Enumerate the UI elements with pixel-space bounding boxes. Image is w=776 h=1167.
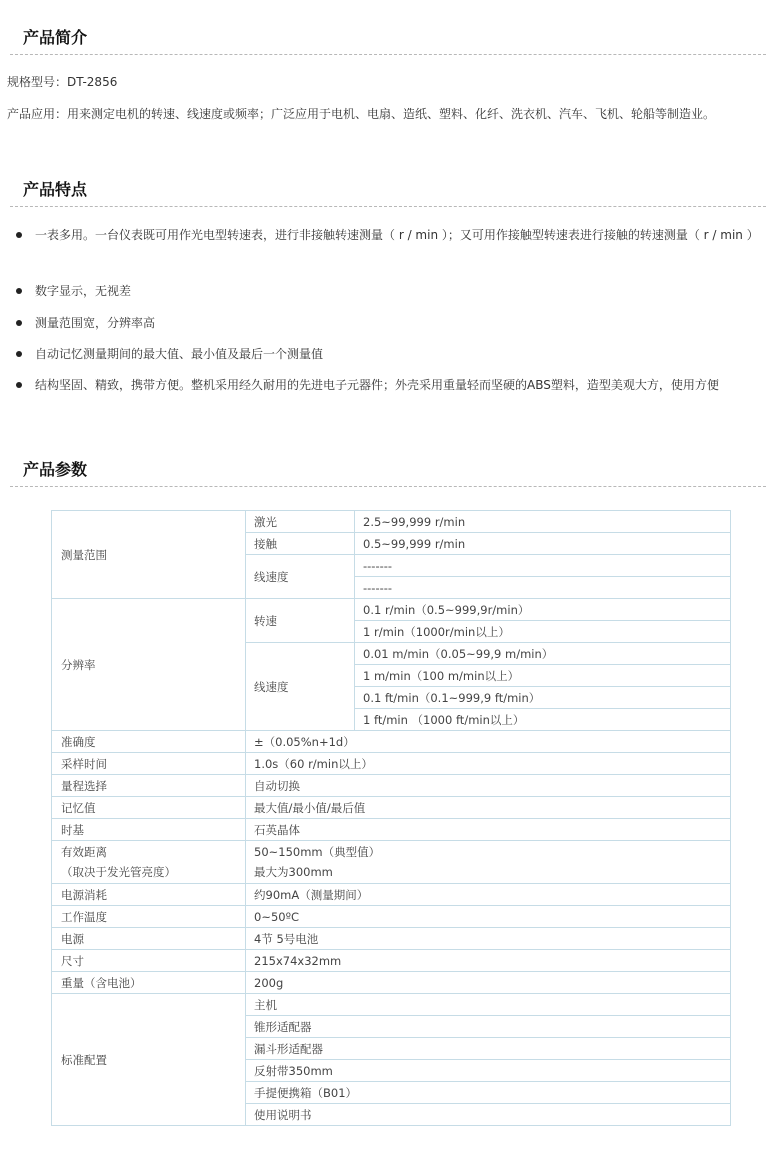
bullet-icon (16, 351, 22, 357)
table-row (52, 906, 731, 928)
bullet-icon (16, 232, 22, 238)
table-row (52, 599, 731, 621)
feature-text: 自动记忆测量期间的最大值、最小值及最后一个测量值 (35, 347, 324, 361)
spec-value: 1.0s（60 r/min以上） (246, 753, 731, 775)
spec-value: ------- (355, 555, 731, 577)
spec-value: 1 r/min（1000r/min以上） (355, 621, 731, 643)
spec-label: 采样时间 (52, 753, 246, 775)
spec-value: 最大值/最小值/最后值 (246, 797, 731, 819)
spec-sublabel: 激光 (246, 511, 355, 533)
spec-sublabel: 线速度 (246, 643, 355, 731)
feature-text: 数字显示，无视差 (35, 284, 132, 298)
bullet-icon (16, 320, 22, 326)
spec-label: 分辨率 (52, 599, 246, 731)
spec-value: 200g (246, 972, 731, 994)
spec-sublabel: 线速度 (246, 555, 355, 599)
table-row (52, 972, 731, 994)
spec-value: 0.01 m/min（0.05~99,9 m/min） (355, 643, 731, 665)
feature-text: 测量范围宽，分辨率高 (35, 316, 156, 330)
spec-label-line: 有效距离 (61, 845, 107, 859)
table-row (52, 797, 731, 819)
spec-value: 1 ft/min （1000 ft/min以上） (355, 709, 731, 731)
spec-value: ------- (355, 577, 731, 599)
params-section-header (10, 460, 766, 487)
table-row (52, 819, 731, 841)
application-line: 产品应用：用来测定电机的转速、线速度或频率；广泛应用于电机、电扇、造纸、塑料、化纤、洗衣机、汽车、飞机、轮船等制造业。 (7, 107, 716, 121)
spec-value: 215x74x32mm (246, 950, 731, 972)
spec-label: 尺寸 (52, 950, 246, 972)
spec-value: 0.1 ft/min（0.1~999,9 ft/min） (355, 687, 731, 709)
spec-value-line: 最大为300mm (254, 865, 333, 879)
spec-label: 工作温度 (52, 906, 246, 928)
table-row (52, 511, 731, 533)
config-item: 漏斗形适配器 (246, 1038, 731, 1060)
spec-value: 4节 5号电池 (246, 928, 731, 950)
spec-label: 测量范围 (52, 511, 246, 599)
table-row (52, 884, 731, 906)
spec-sublabel: 转速 (246, 599, 355, 643)
config-item: 锥形适配器 (246, 1016, 731, 1038)
features-title: 产品特点 (23, 180, 88, 199)
table-row (52, 928, 731, 950)
config-item: 主机 (246, 994, 731, 1016)
table-row (52, 775, 731, 797)
spec-label: 电源 (52, 928, 246, 950)
spec-label: 重量（含电池） (52, 972, 246, 994)
spec-value: 自动切换 (246, 775, 731, 797)
config-item: 使用说明书 (246, 1104, 731, 1126)
spec-value: 石英晶体 (246, 819, 731, 841)
config-item: 手提便携箱（B01） (246, 1082, 731, 1104)
feature-text: 一表多用。一台仪表既可用作光电型转速表，进行非接触转速测量（ r / min ）；又可用作接触型转速表进行接触的转速测量（ r / min ） (35, 228, 759, 242)
spec-value: 0.1 r/min（0.5~999,9r/min） (355, 599, 731, 621)
spec-value: 0.5~99,999 r/min (355, 533, 731, 555)
spec-label: 时基 (52, 819, 246, 841)
spec-label: 量程选择 (52, 775, 246, 797)
spec-label (52, 841, 246, 884)
spec-label: 电源消耗 (52, 884, 246, 906)
table-row (52, 994, 731, 1016)
spec-value-line: 50~150mm（典型值） (254, 845, 381, 859)
spec-value: 0~50ºC (246, 906, 731, 928)
table-row (52, 950, 731, 972)
table-row (52, 731, 731, 753)
feature-item (0, 342, 776, 367)
spec-value: ±（0.05%n+1d） (246, 731, 731, 753)
bullet-icon (16, 288, 22, 294)
features-section-header (10, 180, 766, 207)
table-row (52, 841, 731, 884)
feature-item (0, 311, 776, 336)
spec-label: 记忆值 (52, 797, 246, 819)
intro-section-header (10, 28, 766, 55)
spec-value (246, 841, 731, 884)
params-title: 产品参数 (23, 460, 88, 479)
spec-value: 约90mA（测量期间） (246, 884, 731, 906)
spec-label-line: （取决于发光管亮度） (61, 865, 176, 879)
spec-label: 标准配置 (52, 994, 246, 1126)
spec-sublabel: 接触 (246, 533, 355, 555)
feature-item (0, 223, 776, 273)
feature-text: 结构坚固、精致，携带方便。整机采用经久耐用的先进电子元器件；外壳采用重量轻而坚硬的ABS塑料，造型美观大方，使用方便 (35, 378, 719, 392)
table-row (52, 753, 731, 775)
spec-value: 1 m/min（100 m/min以上） (355, 665, 731, 687)
config-item: 反射带350mm (246, 1060, 731, 1082)
spec-table (51, 510, 731, 1126)
feature-item (0, 279, 776, 304)
model-line: 规格型号：DT-2856 (7, 75, 118, 89)
intro-title: 产品简介 (23, 28, 88, 47)
spec-value: 2.5~99,999 r/min (355, 511, 731, 533)
feature-item (0, 373, 776, 398)
spec-label: 准确度 (52, 731, 246, 753)
bullet-icon (16, 382, 22, 388)
